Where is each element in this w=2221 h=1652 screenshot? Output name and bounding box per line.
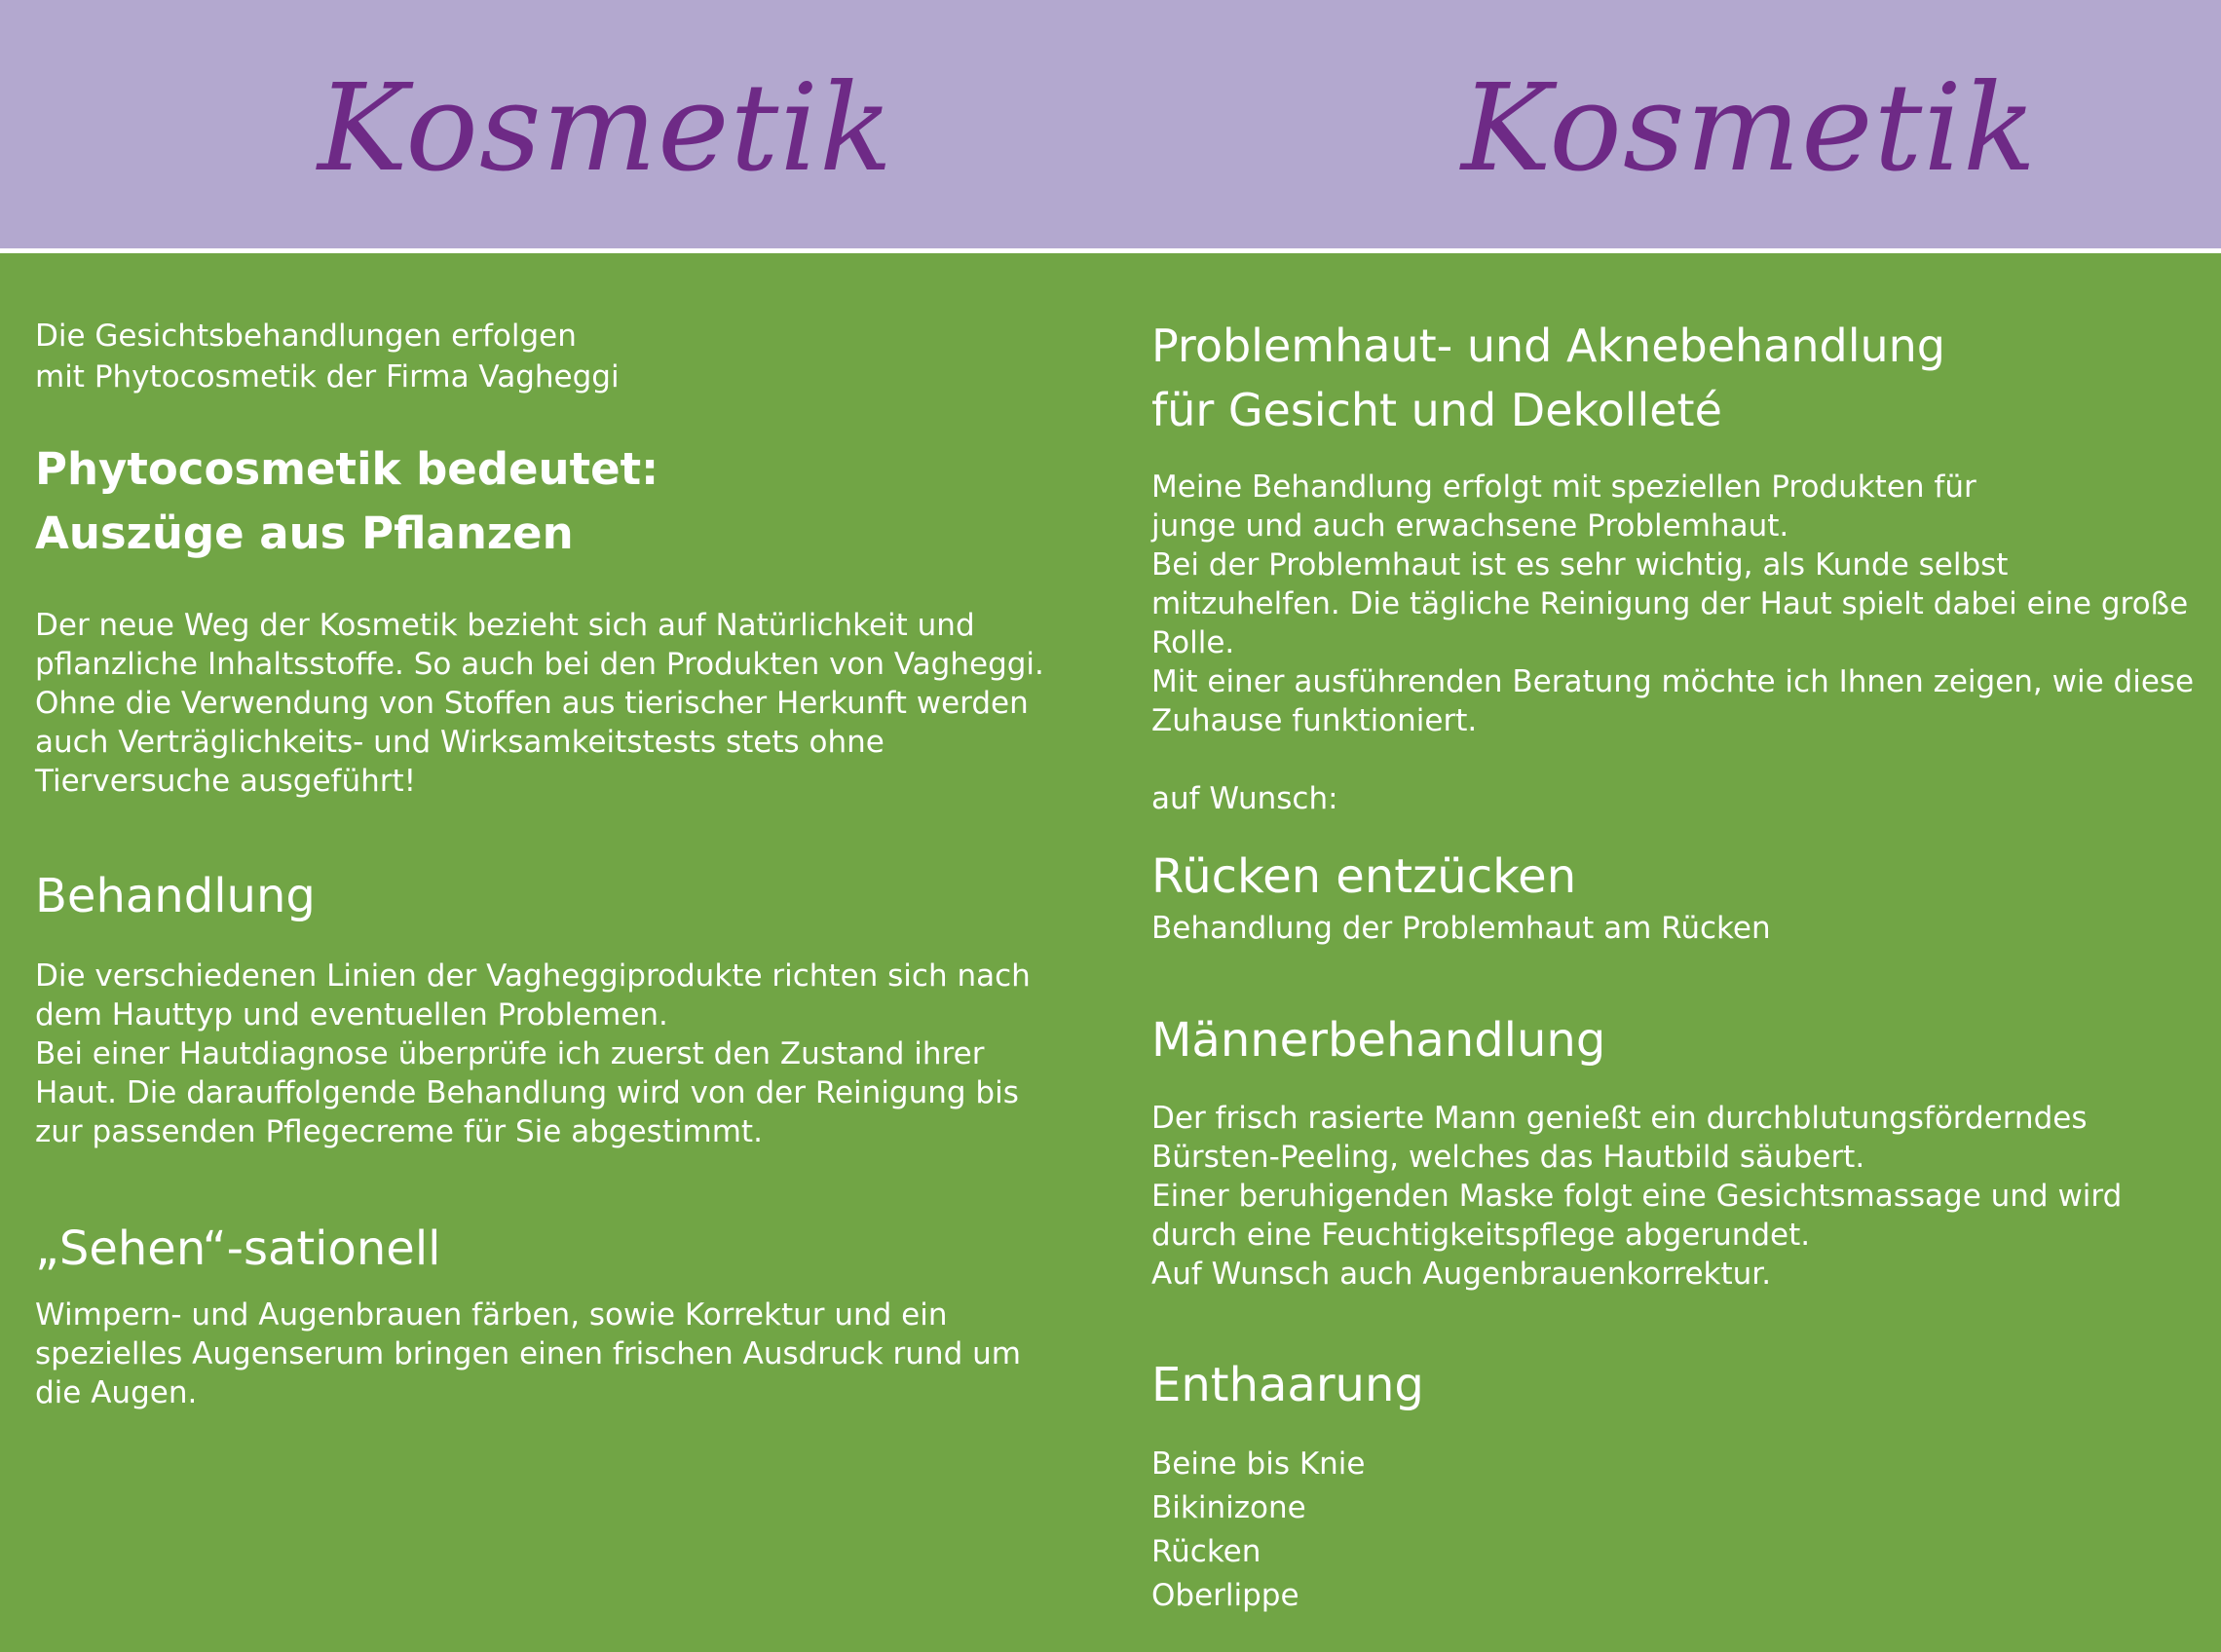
enthaarung-item: Rücken <box>1151 1534 1261 1569</box>
maenner-heading: Männerbehandlung <box>1151 1013 1606 1068</box>
sehen-text-line: die Augen. <box>35 1375 198 1410</box>
behandlung-text-line: Bei einer Hautdiagnose überprüfe ich zuerst den Zustand ihrer <box>35 1036 985 1071</box>
problem-heading <box>1151 314 1945 442</box>
maenner-text-line: Der frisch rasierte Mann genießt ein durchblutungsförderndes <box>1151 1101 2088 1136</box>
problem-heading-line: Problemhaut- und Aknebehandlung <box>1151 319 1945 372</box>
ruecken-heading: Rücken entzücken <box>1151 849 1577 904</box>
behandlung-heading: Behandlung <box>35 869 316 923</box>
behandlung-text-line: Die verschiedenen Linien der Vagheggiprodukte richten sich nach <box>35 958 1031 994</box>
phyto-text-line: Der neue Weg der Kosmetik bezieht sich auf Natürlichkeit und <box>35 608 975 643</box>
intro-text <box>35 316 620 397</box>
problem-text-line: Bei der Problemhaut ist es sehr wichtig, als Kunde selbst <box>1151 547 2009 582</box>
problem-text-line: Meine Behandlung erfolgt mit speziellen Produkten für <box>1151 469 1976 505</box>
sehen-text-line: Wimpern- und Augenbrauen färben, sowie Korrektur und ein <box>35 1297 948 1333</box>
wunsch-label: auf Wunsch: <box>1151 781 1338 816</box>
enthaarung-heading: Enthaarung <box>1151 1358 1424 1412</box>
enthaarung-list <box>1151 1443 1365 1618</box>
logo-left: Kosmetik <box>318 58 894 199</box>
maenner-text-line: Auf Wunsch auch Augenbrauenkorrektur. <box>1151 1257 1772 1292</box>
intro-line: mit Phytocosmetik der Firma Vagheggi <box>35 359 620 394</box>
logo-right: Kosmetik <box>1461 58 2038 199</box>
sehen-text-line: spezielles Augenserum bringen einen frischen Ausdruck rund um <box>35 1336 1021 1371</box>
header-banner <box>0 0 2221 248</box>
maenner-text-line: durch eine Feuchtigkeitspflege abgerundet. <box>1151 1218 1811 1253</box>
ruecken-text: Behandlung der Problemhaut am Rücken <box>1151 911 1771 946</box>
header-divider <box>0 248 2221 253</box>
behandlung-text <box>35 957 1031 1151</box>
behandlung-text-line: dem Hauttyp und eventuellen Problemen. <box>35 997 668 1032</box>
maenner-text-line: Bürsten-Peeling, welches das Hautbild säubert. <box>1151 1140 1865 1175</box>
phyto-text <box>35 606 1044 801</box>
problem-text <box>1151 468 2194 740</box>
problem-heading-line: für Gesicht und Dekolleté <box>1151 384 1722 436</box>
phyto-text-line: pflanzliche Inhaltsstoffe. So auch bei den Produkten von Vagheggi. <box>35 647 1044 682</box>
behandlung-text-line: zur passenden Pflegecreme für Sie abgestimmt. <box>35 1114 763 1149</box>
maenner-text <box>1151 1099 2122 1294</box>
problem-text-line: mitzuhelfen. Die tägliche Reinigung der Haut spielt dabei eine große <box>1151 586 2189 621</box>
enthaarung-item: Oberlippe <box>1151 1578 1299 1613</box>
phyto-heading-line: Phytocosmetik bedeutet: <box>35 443 659 495</box>
problem-text-line: junge und auch erwachsene Problemhaut. <box>1151 508 1789 544</box>
phyto-text-line: auch Verträglichkeits- und Wirksamkeitstests stets ohne <box>35 725 885 760</box>
phyto-heading-line: Auszüge aus Pflanzen <box>35 507 574 559</box>
problem-text-line: Zuhause funktioniert. <box>1151 703 1478 738</box>
maenner-text-line: Einer beruhigenden Maske folgt eine Gesichtsmassage und wird <box>1151 1179 2123 1214</box>
phyto-heading <box>35 437 659 566</box>
problem-text-line: Mit einer ausführenden Beratung möchte ich Ihnen zeigen, wie diese <box>1151 664 2195 699</box>
sehen-text <box>35 1295 1021 1412</box>
behandlung-text-line: Haut. Die darauffolgende Behandlung wird von der Reinigung bis <box>35 1075 1019 1110</box>
enthaarung-item: Beine bis Knie <box>1151 1446 1366 1482</box>
phyto-text-line: Ohne die Verwendung von Stoffen aus tierischer Herkunft werden <box>35 686 1029 721</box>
intro-line: Die Gesichtsbehandlungen erfolgen <box>35 319 577 354</box>
phyto-text-line: Tierversuche ausgeführt! <box>35 764 417 799</box>
problem-text-line: Rolle. <box>1151 625 1235 660</box>
enthaarung-item: Bikinizone <box>1151 1490 1306 1525</box>
sehen-heading: „Sehen“-sationell <box>35 1221 441 1276</box>
